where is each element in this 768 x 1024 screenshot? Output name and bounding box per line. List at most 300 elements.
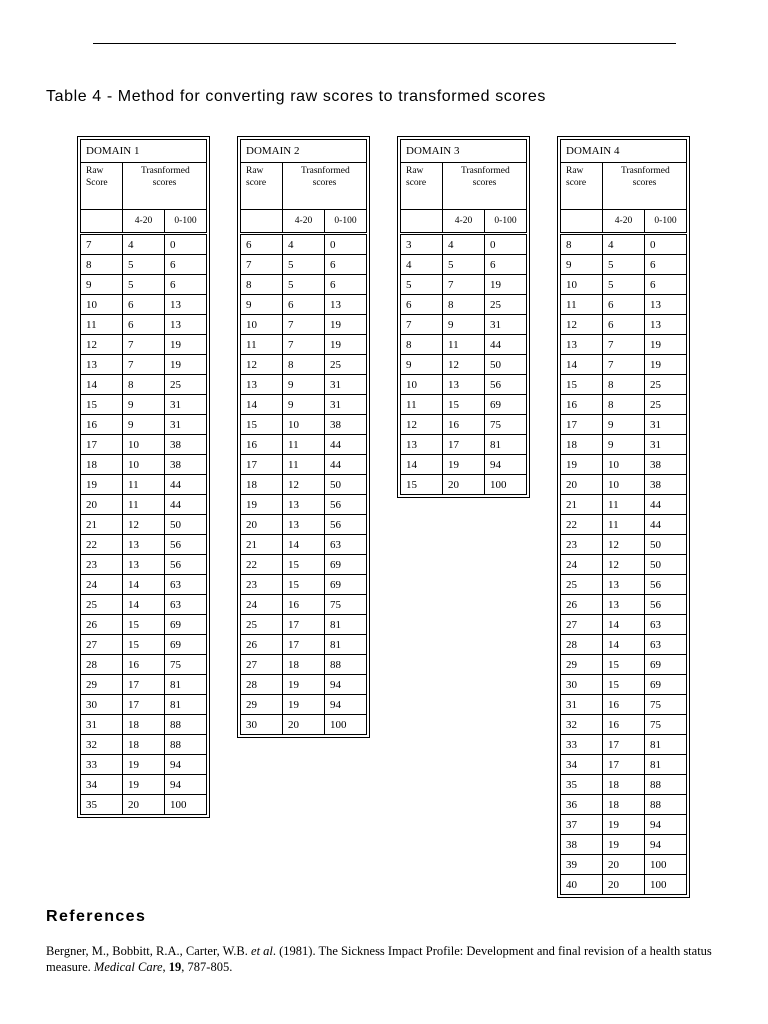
table-row: [81, 335, 207, 355]
raw-score-cell: 24: [81, 575, 123, 595]
raw-score-cell: 28: [81, 655, 123, 675]
score-0-100-cell: 75: [645, 715, 687, 735]
raw-score-cell: 31: [81, 715, 123, 735]
raw-score-header: Raw Score: [81, 163, 123, 210]
table-row: [241, 655, 367, 675]
table-row: [241, 355, 367, 375]
score-0-100-cell: 38: [165, 455, 207, 475]
score-4-20-cell: 15: [123, 615, 165, 635]
score-4-20-cell: 10: [603, 455, 645, 475]
raw-score-cell: 19: [81, 475, 123, 495]
table-row: [81, 375, 207, 395]
score-4-20-cell: 12: [123, 515, 165, 535]
table-row: [81, 415, 207, 435]
range-header-row: [401, 210, 527, 234]
score-4-20-cell: 10: [123, 455, 165, 475]
raw-score-cell: 11: [241, 335, 283, 355]
table-row: [561, 415, 687, 435]
score-4-20-cell: 6: [123, 295, 165, 315]
raw-score-cell: 26: [561, 595, 603, 615]
score-0-100-cell: 94: [325, 695, 367, 715]
score-0-100-cell: 44: [165, 495, 207, 515]
table-row: [561, 575, 687, 595]
raw-score-cell: 38: [561, 835, 603, 855]
score-4-20-cell: 7: [283, 335, 325, 355]
score-0-100-cell: 63: [165, 575, 207, 595]
raw-score-cell: 18: [561, 435, 603, 455]
table-row: [81, 615, 207, 635]
table-row: [401, 255, 527, 275]
table-row: [241, 275, 367, 295]
ref-pages: , 787-805.: [181, 960, 233, 974]
raw-score-cell: 8: [401, 335, 443, 355]
score-0-100-cell: 25: [645, 375, 687, 395]
score-4-20-cell: 15: [603, 655, 645, 675]
score-4-20-cell: 19: [603, 815, 645, 835]
table-row: [81, 575, 207, 595]
raw-score-cell: 26: [241, 635, 283, 655]
table-row: [241, 695, 367, 715]
raw-score-cell: 7: [401, 315, 443, 335]
score-4-20-cell: 11: [603, 495, 645, 515]
score-4-20-cell: 13: [603, 595, 645, 615]
score-0-100-cell: 56: [165, 555, 207, 575]
score-0-100-cell: 94: [325, 675, 367, 695]
score-4-20-cell: 12: [443, 355, 485, 375]
transformed-header: Trasnformed scores: [283, 163, 367, 210]
raw-score-cell: 40: [561, 875, 603, 895]
table-row: [81, 795, 207, 815]
score-0-100-cell: 81: [165, 695, 207, 715]
score-0-100-cell: 25: [485, 295, 527, 315]
raw-score-cell: 30: [81, 695, 123, 715]
score-0-100-cell: 50: [165, 515, 207, 535]
raw-score-cell: 24: [241, 595, 283, 615]
table-row: [561, 875, 687, 895]
score-0-100-cell: 63: [325, 535, 367, 555]
raw-score-cell: 23: [241, 575, 283, 595]
score-0-100-cell: 81: [325, 615, 367, 635]
score-0-100-cell: 69: [325, 575, 367, 595]
score-0-100-cell: 81: [485, 435, 527, 455]
range-0-100-header: 0-100: [165, 210, 207, 234]
raw-score-cell: 25: [561, 575, 603, 595]
raw-score-cell: 31: [561, 695, 603, 715]
empty-header-cell: [241, 210, 283, 234]
score-0-100-cell: 56: [325, 515, 367, 535]
score-0-100-cell: 56: [645, 595, 687, 615]
raw-score-cell: 20: [241, 515, 283, 535]
table-row: [81, 535, 207, 555]
score-0-100-cell: 13: [645, 315, 687, 335]
score-4-20-cell: 14: [283, 535, 325, 555]
raw-score-cell: 12: [241, 355, 283, 375]
range-4-20-header: 4-20: [123, 210, 165, 234]
score-0-100-cell: 31: [165, 415, 207, 435]
table-row: [81, 735, 207, 755]
domain-name: DOMAIN 2: [241, 140, 367, 163]
table-row: [561, 615, 687, 635]
score-4-20-cell: 17: [603, 735, 645, 755]
table-row: [241, 515, 367, 535]
raw-score-cell: 20: [81, 495, 123, 515]
score-4-20-cell: 4: [443, 234, 485, 255]
domain-name: DOMAIN 1: [81, 140, 207, 163]
score-0-100-cell: 100: [645, 875, 687, 895]
score-0-100-cell: 6: [645, 255, 687, 275]
score-0-100-cell: 38: [645, 475, 687, 495]
table-row: [561, 775, 687, 795]
score-0-100-cell: 25: [645, 395, 687, 415]
raw-score-cell: 16: [241, 435, 283, 455]
raw-score-cell: 13: [401, 435, 443, 455]
raw-score-cell: 27: [561, 615, 603, 635]
table-row: [561, 455, 687, 475]
column-header-row: [561, 163, 687, 210]
range-header-row: [81, 210, 207, 234]
table-row: [241, 475, 367, 495]
score-4-20-cell: 17: [123, 695, 165, 715]
raw-score-cell: 10: [81, 295, 123, 315]
raw-score-cell: 14: [241, 395, 283, 415]
raw-score-cell: 9: [401, 355, 443, 375]
table-row: [241, 635, 367, 655]
score-0-100-cell: 19: [325, 335, 367, 355]
table-row: [561, 675, 687, 695]
table-row: [81, 655, 207, 675]
table-row: [561, 535, 687, 555]
score-4-20-cell: 16: [283, 595, 325, 615]
score-0-100-cell: 19: [645, 335, 687, 355]
table-row: [81, 315, 207, 335]
table-row: [81, 675, 207, 695]
table-row: [561, 295, 687, 315]
ref-journal: Medical Care: [93, 960, 163, 974]
score-0-100-cell: 94: [485, 455, 527, 475]
score-4-20-cell: 5: [443, 255, 485, 275]
raw-score-cell: 18: [81, 455, 123, 475]
score-4-20-cell: 16: [603, 695, 645, 715]
score-0-100-cell: 50: [325, 475, 367, 495]
score-4-20-cell: 7: [123, 355, 165, 375]
score-0-100-cell: 63: [645, 615, 687, 635]
table-row: [561, 755, 687, 775]
score-4-20-cell: 8: [443, 295, 485, 315]
raw-score-header: Raw score: [241, 163, 283, 210]
score-0-100-cell: 81: [645, 755, 687, 775]
raw-score-cell: 16: [81, 415, 123, 435]
table-row: [241, 375, 367, 395]
score-0-100-cell: 100: [325, 715, 367, 735]
table-row: [81, 475, 207, 495]
raw-score-cell: 28: [561, 635, 603, 655]
score-0-100-cell: 6: [325, 255, 367, 275]
score-4-20-cell: 18: [603, 775, 645, 795]
score-4-20-cell: 12: [603, 555, 645, 575]
raw-score-cell: 33: [561, 735, 603, 755]
raw-score-cell: 17: [241, 455, 283, 475]
score-4-20-cell: 17: [123, 675, 165, 695]
score-0-100-cell: 94: [645, 835, 687, 855]
score-4-20-cell: 12: [603, 535, 645, 555]
raw-score-cell: 5: [401, 275, 443, 295]
score-4-20-cell: 19: [123, 775, 165, 795]
domain-name-row: [401, 140, 527, 163]
table-row: [401, 295, 527, 315]
score-4-20-cell: 17: [283, 615, 325, 635]
raw-score-cell: 11: [81, 315, 123, 335]
domain-4-table: [557, 136, 690, 898]
range-0-100-header: 0-100: [485, 210, 527, 234]
table-row: [81, 395, 207, 415]
score-0-100-cell: 31: [645, 435, 687, 455]
table-row: [81, 295, 207, 315]
raw-score-cell: 34: [81, 775, 123, 795]
table-row: [241, 315, 367, 335]
score-0-100-cell: 75: [645, 695, 687, 715]
raw-score-cell: 14: [81, 375, 123, 395]
raw-score-cell: 39: [561, 855, 603, 875]
raw-score-cell: 20: [561, 475, 603, 495]
score-4-20-cell: 9: [283, 375, 325, 395]
score-4-20-cell: 8: [603, 375, 645, 395]
table-row: [241, 295, 367, 315]
raw-score-cell: 11: [401, 395, 443, 415]
table-row: [81, 595, 207, 615]
score-4-20-cell: 10: [603, 475, 645, 495]
column-header-row: [81, 163, 207, 210]
score-0-100-cell: 81: [645, 735, 687, 755]
score-0-100-cell: 0: [165, 234, 207, 255]
table-row: [81, 555, 207, 575]
raw-score-cell: 28: [241, 675, 283, 695]
score-4-20-cell: 5: [123, 275, 165, 295]
score-0-100-cell: 13: [165, 315, 207, 335]
raw-score-cell: 27: [81, 635, 123, 655]
raw-score-cell: 30: [241, 715, 283, 735]
domain-1-table: [77, 136, 210, 818]
table-row: [81, 755, 207, 775]
score-0-100-cell: 25: [325, 355, 367, 375]
score-4-20-cell: 6: [283, 295, 325, 315]
table-row: [241, 435, 367, 455]
raw-score-header: Raw score: [561, 163, 603, 210]
empty-header-cell: [561, 210, 603, 234]
raw-score-cell: 30: [561, 675, 603, 695]
score-0-100-cell: 31: [165, 395, 207, 415]
score-4-20-cell: 11: [603, 515, 645, 535]
score-0-100-cell: 19: [165, 335, 207, 355]
score-4-20-cell: 11: [123, 495, 165, 515]
ref-year-title: . (1981). The Sickness Impact Profile: Development and final revision of a health status measure.: [46, 944, 712, 974]
table-title: Table 4 - Method for converting raw scores to transformed scores: [46, 88, 546, 105]
table-row: [81, 775, 207, 795]
score-0-100-cell: 75: [325, 595, 367, 615]
top-rule: [93, 43, 676, 44]
table-row: [561, 835, 687, 855]
table-row: [401, 435, 527, 455]
score-4-20-cell: 7: [603, 355, 645, 375]
score-4-20-cell: 17: [443, 435, 485, 455]
table-row: [561, 375, 687, 395]
score-4-20-cell: 19: [603, 835, 645, 855]
table-row: [241, 535, 367, 555]
raw-score-cell: 26: [81, 615, 123, 635]
raw-score-cell: 27: [241, 655, 283, 675]
score-0-100-cell: 88: [645, 775, 687, 795]
score-0-100-cell: 0: [325, 234, 367, 255]
score-4-20-cell: 5: [283, 255, 325, 275]
score-4-20-cell: 20: [443, 475, 485, 495]
table-row: [241, 335, 367, 355]
score-0-100-cell: 44: [645, 515, 687, 535]
table-row: [241, 415, 367, 435]
score-0-100-cell: 38: [165, 435, 207, 455]
score-0-100-cell: 75: [165, 655, 207, 675]
table-row: [241, 555, 367, 575]
score-0-100-cell: 56: [485, 375, 527, 395]
table-row: [81, 255, 207, 275]
raw-score-cell: 9: [81, 275, 123, 295]
table-row: [401, 395, 527, 415]
table-row: [561, 275, 687, 295]
score-4-20-cell: 15: [443, 395, 485, 415]
range-header-row: [561, 210, 687, 234]
table-row: [401, 415, 527, 435]
raw-score-cell: 34: [561, 755, 603, 775]
range-4-20-header: 4-20: [283, 210, 325, 234]
score-4-20-cell: 17: [283, 635, 325, 655]
score-0-100-cell: 6: [165, 255, 207, 275]
score-0-100-cell: 94: [165, 755, 207, 775]
score-0-100-cell: 56: [325, 495, 367, 515]
raw-score-cell: 8: [241, 275, 283, 295]
table-row: [81, 715, 207, 735]
raw-score-cell: 12: [81, 335, 123, 355]
score-4-20-cell: 11: [123, 475, 165, 495]
score-0-100-cell: 38: [325, 415, 367, 435]
range-header-row: [241, 210, 367, 234]
score-0-100-cell: 19: [325, 315, 367, 335]
domain-name-row: [241, 140, 367, 163]
score-0-100-cell: 38: [645, 455, 687, 475]
table-row: [561, 795, 687, 815]
domain-name-row: [81, 140, 207, 163]
table-row: [241, 255, 367, 275]
score-4-20-cell: 14: [603, 615, 645, 635]
column-header-row: [241, 163, 367, 210]
score-0-100-cell: 31: [325, 395, 367, 415]
table-row: [241, 395, 367, 415]
range-0-100-header: 0-100: [325, 210, 367, 234]
score-4-20-cell: 14: [603, 635, 645, 655]
raw-score-cell: 21: [81, 515, 123, 535]
score-0-100-cell: 94: [165, 775, 207, 795]
raw-score-cell: 29: [241, 695, 283, 715]
raw-score-cell: 29: [81, 675, 123, 695]
table-row: [241, 234, 367, 255]
raw-score-cell: 24: [561, 555, 603, 575]
score-4-20-cell: 10: [123, 435, 165, 455]
score-0-100-cell: 75: [485, 415, 527, 435]
table-row: [81, 455, 207, 475]
score-0-100-cell: 50: [485, 355, 527, 375]
raw-score-cell: 15: [241, 415, 283, 435]
table-row: [241, 715, 367, 735]
raw-score-cell: 21: [241, 535, 283, 555]
score-0-100-cell: 100: [485, 475, 527, 495]
table-row: [561, 735, 687, 755]
raw-score-header: Raw score: [401, 163, 443, 210]
raw-score-cell: 17: [561, 415, 603, 435]
raw-score-cell: 35: [81, 795, 123, 815]
table-row: [81, 234, 207, 255]
table-row: [401, 234, 527, 255]
raw-score-cell: 7: [241, 255, 283, 275]
raw-score-cell: 17: [81, 435, 123, 455]
score-0-100-cell: 31: [325, 375, 367, 395]
ref-authors: Bergner, M., Bobbitt, R.A., Carter, W.B.: [46, 944, 252, 958]
score-0-100-cell: 31: [645, 415, 687, 435]
table-row: [561, 475, 687, 495]
raw-score-cell: 8: [81, 255, 123, 275]
domain-name-row: [561, 140, 687, 163]
score-0-100-cell: 50: [645, 535, 687, 555]
raw-score-cell: 15: [401, 475, 443, 495]
domain-2-table: [237, 136, 370, 738]
score-4-20-cell: 6: [123, 315, 165, 335]
table-row: [561, 815, 687, 835]
score-4-20-cell: 4: [123, 234, 165, 255]
table-row: [81, 495, 207, 515]
score-0-100-cell: 56: [645, 575, 687, 595]
score-0-100-cell: 6: [485, 255, 527, 275]
table-row: [241, 615, 367, 635]
score-4-20-cell: 13: [603, 575, 645, 595]
score-0-100-cell: 6: [645, 275, 687, 295]
score-4-20-cell: 15: [283, 555, 325, 575]
score-4-20-cell: 13: [443, 375, 485, 395]
raw-score-cell: 22: [81, 535, 123, 555]
score-0-100-cell: 6: [325, 275, 367, 295]
score-4-20-cell: 9: [603, 435, 645, 455]
table-row: [81, 635, 207, 655]
score-4-20-cell: 9: [123, 395, 165, 415]
table-row: [401, 275, 527, 295]
score-table: [80, 139, 207, 815]
table-row: [401, 455, 527, 475]
score-4-20-cell: 18: [603, 795, 645, 815]
score-0-100-cell: 81: [325, 635, 367, 655]
table-row: [241, 575, 367, 595]
score-0-100-cell: 63: [645, 635, 687, 655]
score-4-20-cell: 8: [123, 375, 165, 395]
raw-score-cell: 12: [561, 315, 603, 335]
table-row: [561, 395, 687, 415]
table-row: [561, 855, 687, 875]
score-4-20-cell: 6: [603, 295, 645, 315]
score-0-100-cell: 44: [325, 435, 367, 455]
score-4-20-cell: 9: [283, 395, 325, 415]
raw-score-cell: 11: [561, 295, 603, 315]
score-4-20-cell: 7: [443, 275, 485, 295]
score-0-100-cell: 88: [325, 655, 367, 675]
score-0-100-cell: 88: [165, 735, 207, 755]
raw-score-cell: 33: [81, 755, 123, 775]
raw-score-cell: 19: [241, 495, 283, 515]
table-row: [241, 455, 367, 475]
score-0-100-cell: 50: [645, 555, 687, 575]
